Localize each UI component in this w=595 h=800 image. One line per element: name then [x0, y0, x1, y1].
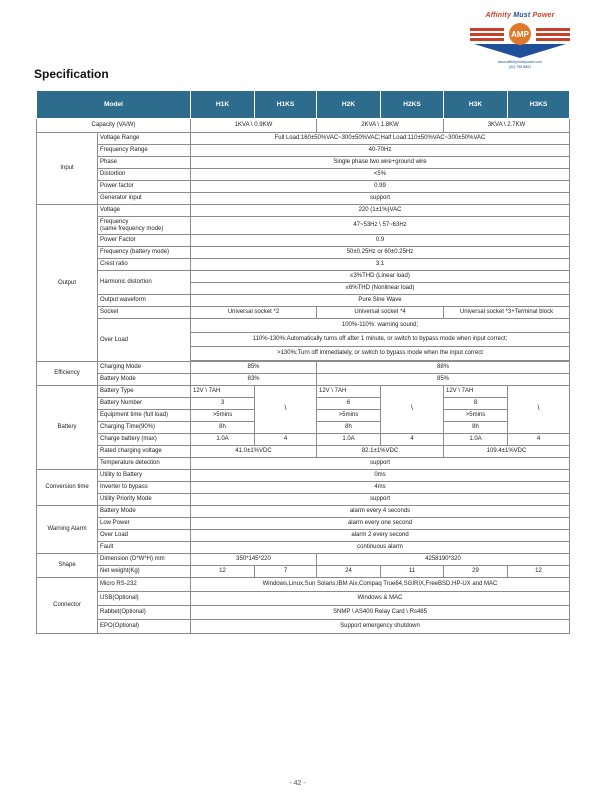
charge-max-h2k: 1.0A: [317, 434, 381, 446]
row-value: ≤6%THD (Nonlinear load): [191, 283, 570, 295]
row-label: Socket: [98, 307, 191, 319]
row-label: Battery Number: [98, 398, 191, 410]
row-label: Battery Type: [98, 386, 191, 398]
equip-time-h3k: >5mins: [444, 410, 508, 422]
logo-word-must: Must: [513, 12, 531, 19]
header-col-h3ks: H3KS: [508, 91, 570, 119]
row-label: Power factor: [98, 181, 191, 193]
charging-time-h3k: 8h: [444, 422, 508, 434]
charging-time-h1k: 8h: [191, 422, 255, 434]
row-label: Frequency Range: [98, 145, 191, 157]
row-label: Output waveform: [98, 295, 191, 307]
row-value: 220 (1±1%)VAC: [191, 205, 570, 217]
table-row: [37, 482, 570, 494]
row-value: alarm every 4 seconds: [191, 506, 570, 518]
row-label: Battery Mode: [98, 374, 191, 386]
equip-time-h2k: >5mins: [317, 410, 381, 422]
row-label: Net weight(Kg): [98, 566, 191, 578]
row-value: 83%: [191, 374, 317, 386]
charging-time-h2k: 8h: [317, 422, 381, 434]
header-model: Model: [37, 91, 191, 119]
connector-group-label: Connector: [37, 578, 98, 634]
row-value: support: [191, 494, 570, 506]
dimension-h2-h3: 4258190*320: [317, 554, 570, 566]
header-col-h1k: H1K: [191, 91, 255, 119]
row-value: alarm 2 every second: [191, 530, 570, 542]
row-value: continuous alarm: [191, 542, 570, 554]
row-label: Generator input: [98, 193, 191, 205]
table-row: [37, 145, 570, 157]
row-label: Charging Time(90%): [98, 422, 191, 434]
weight-h1ks: 7: [255, 566, 317, 578]
row-value: 110%-130%:Automatically turns off after 1 minute, or switch to bypass mode when input correct;: [191, 333, 570, 347]
table-row: [37, 205, 570, 217]
weight-h1k: 12: [191, 566, 255, 578]
row-label: Fault: [98, 542, 191, 554]
charge-max-h1k: 1.0A: [191, 434, 255, 446]
brand-logo: [466, 12, 574, 72]
table-row: [37, 169, 570, 181]
row-value: alarm every one second: [191, 518, 570, 530]
table-row: [37, 259, 570, 271]
row-label: Frequency (battery mode): [98, 247, 191, 259]
row-value: 3:1: [191, 259, 570, 271]
conversion-group-label: Conversion time: [37, 470, 98, 506]
row-value: 47~53Hz \ 57~63Hz: [191, 217, 570, 235]
page-title: Specification: [34, 67, 109, 81]
rated-voltage-h1: 41.0±1%VDC: [191, 446, 317, 458]
weight-h2ks: 11: [381, 566, 444, 578]
table-row: [37, 518, 570, 530]
table-row: [37, 247, 570, 259]
table-row: [37, 542, 570, 554]
frequency-label-line1: Frequency: [100, 218, 129, 225]
row-value: 4ms: [191, 482, 570, 494]
row-label: Voltage Range: [98, 133, 191, 145]
row-value: 50±0.25Hz or 60±0.25Hz: [191, 247, 570, 259]
battery-number-h2k: 6: [317, 398, 381, 410]
table-header-row: [37, 91, 570, 119]
not-applicable-h1ks: \: [255, 386, 317, 434]
row-label: Utility Priority Mode: [98, 494, 191, 506]
weight-h3ks: 12: [508, 566, 570, 578]
row-value: ≤3%THD (Linear load): [191, 271, 570, 283]
dimension-h1: 350*145*220: [191, 554, 317, 566]
header-col-h2ks: H2KS: [381, 91, 444, 119]
table-row: [37, 554, 570, 566]
capacity-h2: 2KVA \ 1.8KW: [317, 119, 444, 133]
row-label: EPO(Optional): [98, 620, 191, 634]
row-value: 100%-110%: warning sound;: [191, 319, 570, 333]
table-row: [37, 157, 570, 169]
logo-word-affinity: Affinity: [485, 12, 512, 19]
battery-type-h1k: 12V \ 7AH: [191, 386, 255, 398]
row-value: 85%: [317, 374, 570, 386]
table-row: [37, 434, 570, 446]
header-col-h3k: H3K: [444, 91, 508, 119]
capacity-label: Capacity (VA/W): [37, 119, 191, 133]
table-row: [37, 119, 570, 133]
row-value: Universal socket *3+Terminal block: [444, 307, 570, 319]
row-label: Dimension (D*W*H) mm: [98, 554, 191, 566]
logo-word-power: Power: [532, 12, 555, 19]
row-label: Over Load: [98, 530, 191, 542]
efficiency-group-label: Efficiency: [37, 362, 98, 386]
row-value: support: [191, 193, 570, 205]
specification-table: [36, 90, 570, 634]
row-label: Battery Mode: [98, 506, 191, 518]
row-value: Universal socket *2: [191, 307, 317, 319]
row-label: Rabbet(Optional): [98, 606, 191, 620]
row-label: Phase: [98, 157, 191, 169]
row-value: Windows,Linux,Sun Solaris,IBM Aix,Compaq True64,SGIRIX,FreeBSD,HP-UX and MAC: [191, 578, 570, 592]
table-row: [37, 133, 570, 145]
charge-max-h3ks: 4: [508, 434, 570, 446]
row-label: Low Power: [98, 518, 191, 530]
row-value: >130%:Turn off immediately, or switch to bypass mode when the input correct: [191, 347, 570, 361]
not-applicable-h3ks: \: [508, 386, 570, 434]
row-label: Rated charging voltage: [98, 446, 191, 458]
rated-voltage-h2: 82.1±1%VDC: [317, 446, 444, 458]
row-value: Pure Sine Wave: [191, 295, 570, 307]
logo-letters: AMP: [511, 30, 529, 39]
table-row: [37, 446, 570, 458]
row-value: <5%: [191, 169, 570, 181]
table-row: [37, 566, 570, 578]
table-row: [37, 386, 570, 398]
battery-number-h3k: 8: [444, 398, 508, 410]
row-label: Harmonic distortion: [98, 271, 191, 295]
row-value: Universal socket *4: [317, 307, 444, 319]
capacity-h3: 3KVA \ 2.7KW: [444, 119, 570, 133]
row-label: USB(Optional): [98, 592, 191, 606]
rated-voltage-h3: 109.4±1%VDC: [444, 446, 570, 458]
row-label: Equipment time (full load): [98, 410, 191, 422]
logo-wordmark: [466, 12, 574, 19]
warning-group-label: Warning Alarm: [37, 506, 98, 554]
row-label: Crest ratio: [98, 259, 191, 271]
row-value: 88%: [317, 362, 570, 374]
table-row: [37, 458, 570, 470]
logo-url: www.affinitymustpower.com: [497, 60, 543, 64]
table-row: [37, 319, 570, 333]
battery-number-h1k: 3: [191, 398, 255, 410]
table-row: [37, 235, 570, 247]
page-number: - 42 -: [289, 780, 306, 787]
row-value: Support emergency shutdown: [191, 620, 570, 634]
row-value: 0.99: [191, 181, 570, 193]
charge-max-h3k: 1.0A: [444, 434, 508, 446]
row-label: Over Load: [98, 319, 191, 362]
row-value: 85%: [191, 362, 317, 374]
row-value: 0.9: [191, 235, 570, 247]
row-label: Micro RS-232: [98, 578, 191, 592]
shape-group-label: Shape: [37, 554, 98, 578]
weight-h2k: 24: [317, 566, 381, 578]
battery-type-h3k: 12V \ 7AH: [444, 386, 508, 398]
charge-max-h1ks: 4: [255, 434, 317, 446]
row-value: Windows & MAC: [191, 592, 570, 606]
table-row: [37, 620, 570, 634]
frequency-label-line2: (same frequency mode): [100, 225, 164, 232]
row-label: [98, 217, 191, 235]
table-row: [37, 307, 570, 319]
row-label: Inverter to bypass: [98, 482, 191, 494]
table-row: [37, 606, 570, 620]
row-value: support: [191, 458, 570, 470]
table-row: [37, 193, 570, 205]
not-applicable-h2ks: \: [381, 386, 444, 434]
table-row: [37, 470, 570, 482]
weight-h3k: 29: [444, 566, 508, 578]
table-row: [37, 217, 570, 235]
table-row: [37, 362, 570, 374]
table-row: [37, 494, 570, 506]
row-value: Single phase two wire+ground wire: [191, 157, 570, 169]
row-label: Charging Mode: [98, 362, 191, 374]
capacity-h1: 1KVA \ 0.9KW: [191, 119, 317, 133]
table-row: [37, 578, 570, 592]
row-value: 40-70Hz: [191, 145, 570, 157]
row-value: 0ms: [191, 470, 570, 482]
row-label: Distortion: [98, 169, 191, 181]
row-label: Voltage: [98, 205, 191, 217]
table-row: [37, 592, 570, 606]
row-label: Utility to Battery: [98, 470, 191, 482]
row-label: Charge battery (max): [98, 434, 191, 446]
table-row: [37, 295, 570, 307]
table-row: [37, 181, 570, 193]
row-label: Power Factor: [98, 235, 191, 247]
output-group-label: Output: [37, 205, 98, 362]
table-row: [37, 506, 570, 518]
table-row: [37, 271, 570, 283]
table-row: [37, 530, 570, 542]
equip-time-h1k: >5mins: [191, 410, 255, 422]
charge-max-h2ks: 4: [381, 434, 444, 446]
row-value: SNMP \ AS400 Relay Card \ Rs485: [191, 606, 570, 620]
header-col-h2k: H2K: [317, 91, 381, 119]
logo-phone: (02) 795 8881: [508, 65, 532, 69]
row-label: Temperature detection: [98, 458, 191, 470]
header-col-h1ks: H1KS: [255, 91, 317, 119]
battery-type-h2k: 12V \ 7AH: [317, 386, 381, 398]
table-row: [37, 374, 570, 386]
input-group-label: Input: [37, 133, 98, 205]
row-value: Full Load:160±50%VAC~300±50%VAC;Half Load:110±50%VAC~300±50%VAC: [191, 133, 570, 145]
battery-group-label: Battery: [37, 386, 98, 470]
